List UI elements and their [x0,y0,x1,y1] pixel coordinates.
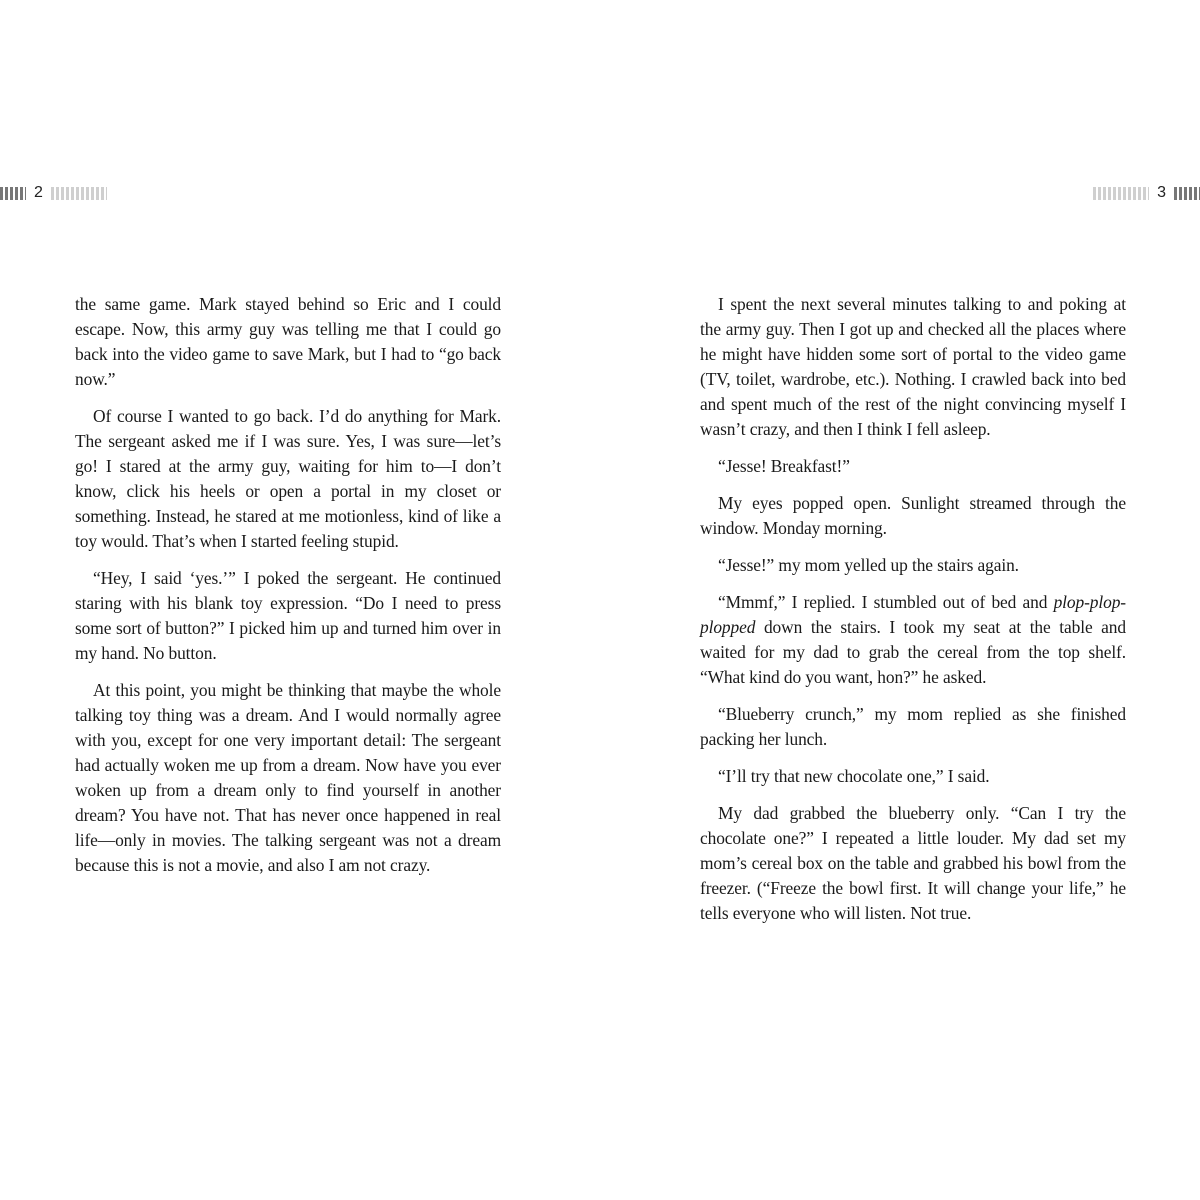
header-title-blurred [1093,187,1149,200]
paragraph: “Hey, I said ‘yes.’” I poked the sergeant. He continued staring with his blank toy expression. “Do I need to press some sort of button?” I picked him up and turned him over in my hand. No button. [75,568,501,663]
paragraph: “Jesse! Breakfast!” [718,456,850,476]
paragraph-text: down the stairs. I took my seat at the table and waited for my dad to grab the cereal from the top shelf. “What kind do you want, hon?” he asked. [700,617,1126,687]
header-ornament [1174,187,1200,200]
paragraph: “Jesse!” my mom yelled up the stairs again. [718,555,1019,575]
paragraph: “Blueberry crunch,” my mom replied as she finished packing her lunch. [700,704,1126,749]
header-title-blurred [51,187,107,200]
paragraph: Of course I wanted to go back. I’d do anything for Mark. The sergeant asked me if I was sure. Yes, I was sure—let’s go! I stared at the army guy, waiting for him to—I don’t know, click his heels or open a portal in my closet or something. Instead, he stared at me motionless, kind of like a toy would. That’s when I started feeling stupid. [75,406,501,551]
paragraph-text: “Mmmf,” I replied. I stumbled out of bed and [718,592,1054,612]
left-page-body [75,292,501,890]
left-running-header [0,182,107,204]
paragraph: My dad grabbed the blueberry only. “Can I try the chocolate one?” I repeated a little louder. My dad set my mom’s cereal box on the table and grabbed his bowl from the freezer. (“Freeze the bowl first. It will change your life,” he tells everyone who will listen. Not true. [700,803,1126,923]
right-running-header [1093,182,1200,204]
paragraph: I spent the next several minutes talking to and poking at the army guy. Then I got up and checked all the places where he might have hidden some sort of portal to the video game (TV, toilet, wardrobe, etc.). Nothing. I crawled back into bed and spent much of the rest of the night convincing myself I wasn’t crazy, and then I think I fell asleep. [700,294,1126,439]
paragraph [700,590,1126,690]
header-ornament [0,187,26,200]
right-page-body [700,292,1126,938]
paragraph: “I’ll try that new chocolate one,” I said. [718,766,990,786]
paragraph: the same game. Mark stayed behind so Eric and I could escape. Now, this army guy was telling me that I could go back into the video game to save Mark, but I had to “go back now.” [75,294,501,389]
right-page-number: 3 [1157,184,1166,201]
paragraph: My eyes popped open. Sunlight streamed through the window. Monday morning. [700,493,1126,538]
left-page-number: 2 [34,184,43,201]
italic-text: plop-plop-plopped [700,592,1126,637]
paragraph: At this point, you might be thinking that maybe the whole talking toy thing was a dream. And I would normally agree with you, except for one very important detail: The sergeant had actually woken me up from a dream. Now have you ever woken up from a dream only to find yourself in another dream? You have not. That has never once happened in real life—only in movies. The talking sergeant was not a dream because this is not a movie, and also I am not crazy. [75,680,501,875]
